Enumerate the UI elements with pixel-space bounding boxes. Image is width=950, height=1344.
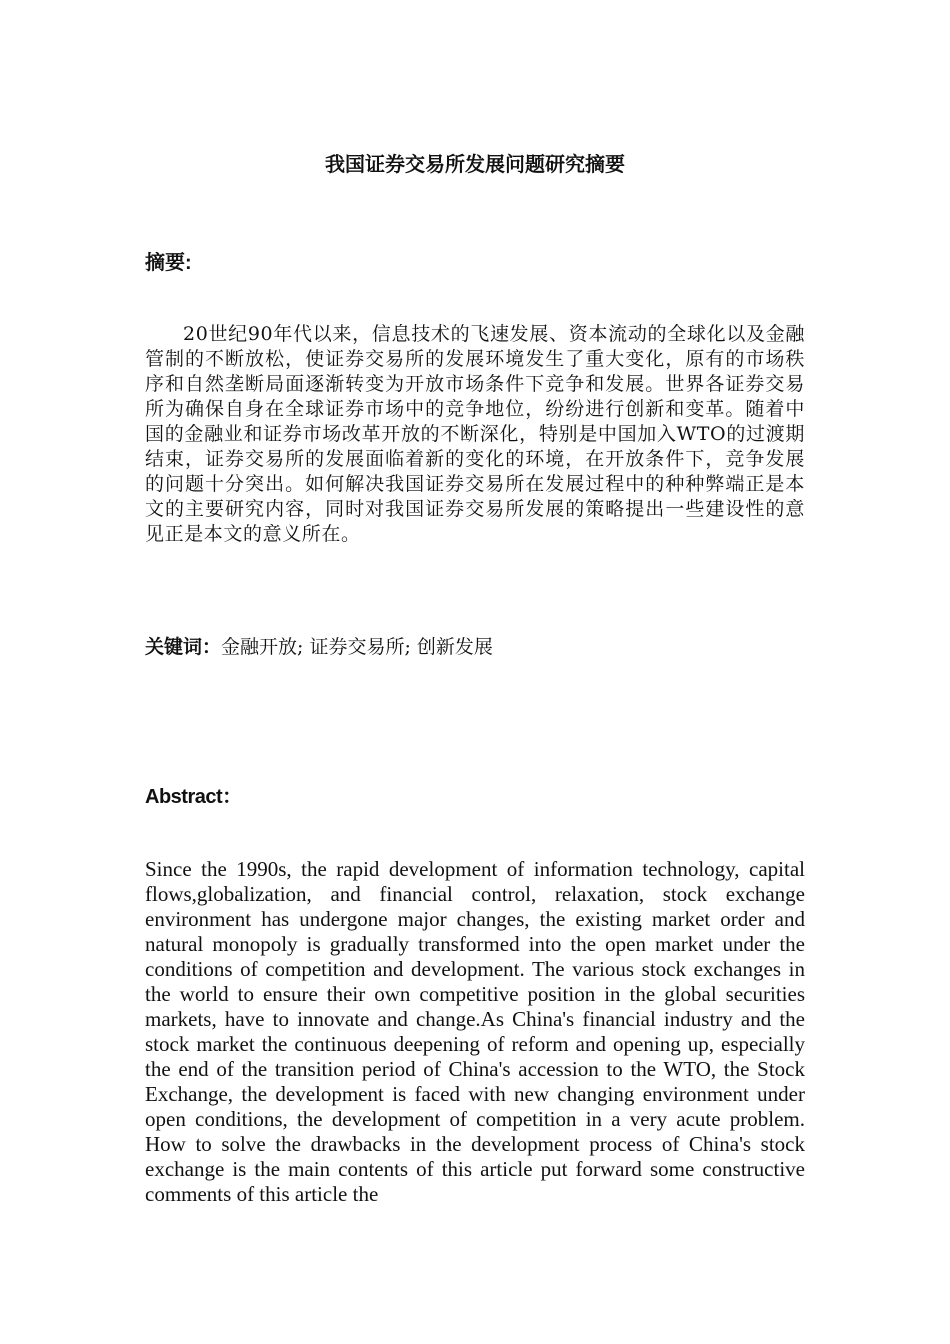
document-title: 我国证券交易所发展问题研究摘要: [325, 152, 625, 176]
abstract-en-body: Since the 1990s, the rapid development of information technology, capital flows,globalization, and financial control, relaxation, stock exchange environment has undergone major changes, the existing market order and natural monopoly is gradually transformed into the open market under the conditions of competition and development. The various stock exchanges in the world to ensure their own competitive position in the global securities markets, have to innovate and change.As China's financial industry and the stock market the continuous deepening of reform and opening up, especially the end of the transition period of China's accession to the WTO, the Stock Exchange, the development is faced with new changing environment under open conditions, the development of competition in a very acute problem. How to solve the drawbacks in the development process of China's stock exchange is the main contents of this article put forward some constructive comments of this article the: [145, 857, 805, 1206]
abstract-en-heading: Abstract：: [145, 786, 242, 808]
keywords-value: 金融开放; 证券交易所; 创新发展: [221, 636, 493, 658]
abstract-zh-heading: 摘要:: [145, 252, 192, 274]
keywords-line: [145, 634, 805, 661]
keywords-label: 关键词：: [145, 636, 222, 658]
abstract-zh-body: 20世纪90年代以来，信息技术的飞速发展、资本流动的全球化以及金融管制的不断放松，使证券交易所的发展环境发生了重大变化，原有的市场秩序和自然垄断局面逐渐转变为开放市场条件下竞争和发展。世界各证券交易所为确保自身在全球证券市场中的竞争地位，纷纷进行创新和变革。随着中国的金融业和证券市场改革开放的不断深化，特别是中国加入WTO的过渡期结束，证券交易所的发展面临着新的变化的环境，在开放条件下，竞争发展的问题十分突出。如何解决我国证券交易所在发展过程中的种种弊端正是本文的主要研究内容，同时对我国证券交易所发展的策略提出一些建设性的意见正是本文的意义所在。: [145, 323, 805, 545]
